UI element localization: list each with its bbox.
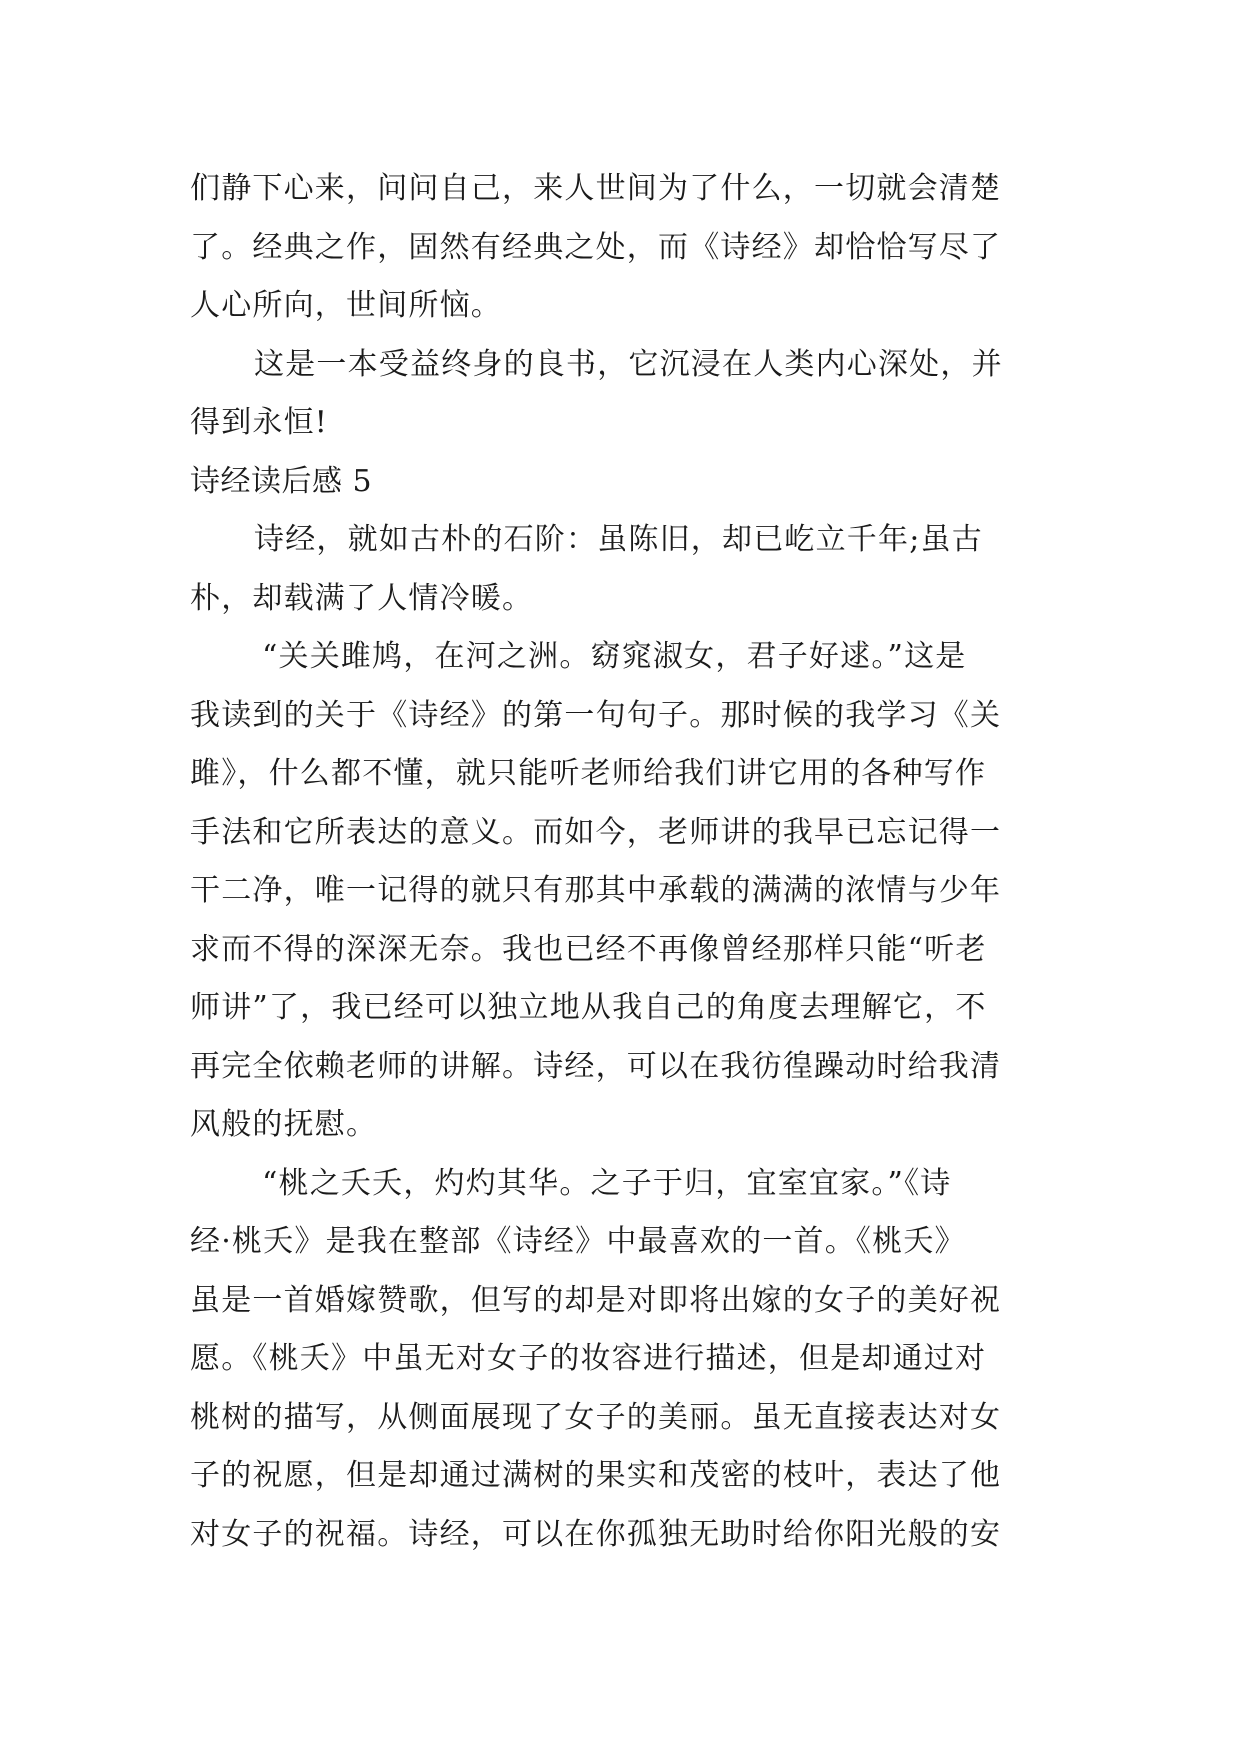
text-line: 风般的抚慰。 bbox=[190, 1107, 378, 1142]
text-line: 子的祝愿，但是却通过满树的果实和茂密的枝叶，表达了他 bbox=[190, 1458, 1002, 1493]
text-line: 手法和它所表达的意义。而如今，老师讲的我早已忘记得一 bbox=[190, 814, 1002, 850]
text-line: 愿。《桃夭》中虽无对女子的妆容进行描述，但是却通过对 bbox=[190, 1341, 987, 1376]
text-line: 人心所向，世间所恼。 bbox=[190, 288, 502, 323]
text-line: 对女子的祝福。诗经，可以在你孤独无助时给你阳光般的安 bbox=[190, 1516, 1002, 1552]
text-line: 桃树的描写，从侧面展现了女子的美丽。虽无直接表达对女 bbox=[190, 1399, 1002, 1435]
paragraph-first-line: 这是一本受益终身的良书，它沉浸在人类内心深处，并 bbox=[254, 346, 1003, 382]
text-line: 得到永恒! bbox=[190, 405, 329, 440]
section-heading: 诗经读后感 5 bbox=[190, 463, 373, 499]
text-line: 们静下心来，问问自己，来人世间为了什么，一切就会清楚 bbox=[190, 171, 1002, 206]
text-line: 师讲”了，我已经可以独立地从我自己的角度去理解它，不 bbox=[190, 990, 987, 1025]
text-line: 雎》，什么都不懂，就只能听老师给我们讲它用的各种写作 bbox=[190, 756, 987, 791]
text-line: 再完全依赖老师的讲解。诗经，可以在我彷徨躁动时给我清 bbox=[190, 1048, 1002, 1084]
text-line: 朴，却载满了人情冷暖。 bbox=[190, 580, 534, 616]
document-body bbox=[190, 160, 1056, 1564]
paragraph-first-line: 诗经，就如古朴的石阶：虽陈旧，却已屹立千年;虽古 bbox=[254, 522, 983, 557]
paragraph-first-line: “关关雎鸠，在河之洲。窈窕淑女，君子好逑。”这是 bbox=[262, 639, 967, 674]
text-line: 干二净，唯一记得的就只有那其中承载的满满的浓情与少年 bbox=[190, 873, 1002, 908]
text-line: 我读到的关于《诗经》的第一句句子。那时候的我学习《关 bbox=[190, 697, 1002, 733]
text-line: 经·桃夭》是我在整部《诗经》中最喜欢的一首。《桃夭》 bbox=[190, 1224, 966, 1259]
paragraph-first-line: “桃之夭夭，灼灼其华。之子于归，宜室宜家。”《诗 bbox=[262, 1165, 952, 1201]
text-line: 虽是一首婚嫁赞歌，但写的却是对即将出嫁的女子的美好祝 bbox=[190, 1282, 1002, 1318]
text-line: 求而不得的深深无奈。我也已经不再像曾经那样只能“听老 bbox=[190, 931, 987, 967]
text-line: 了。经典之作，固然有经典之处，而《诗经》却恰恰写尽了 bbox=[190, 229, 1002, 265]
